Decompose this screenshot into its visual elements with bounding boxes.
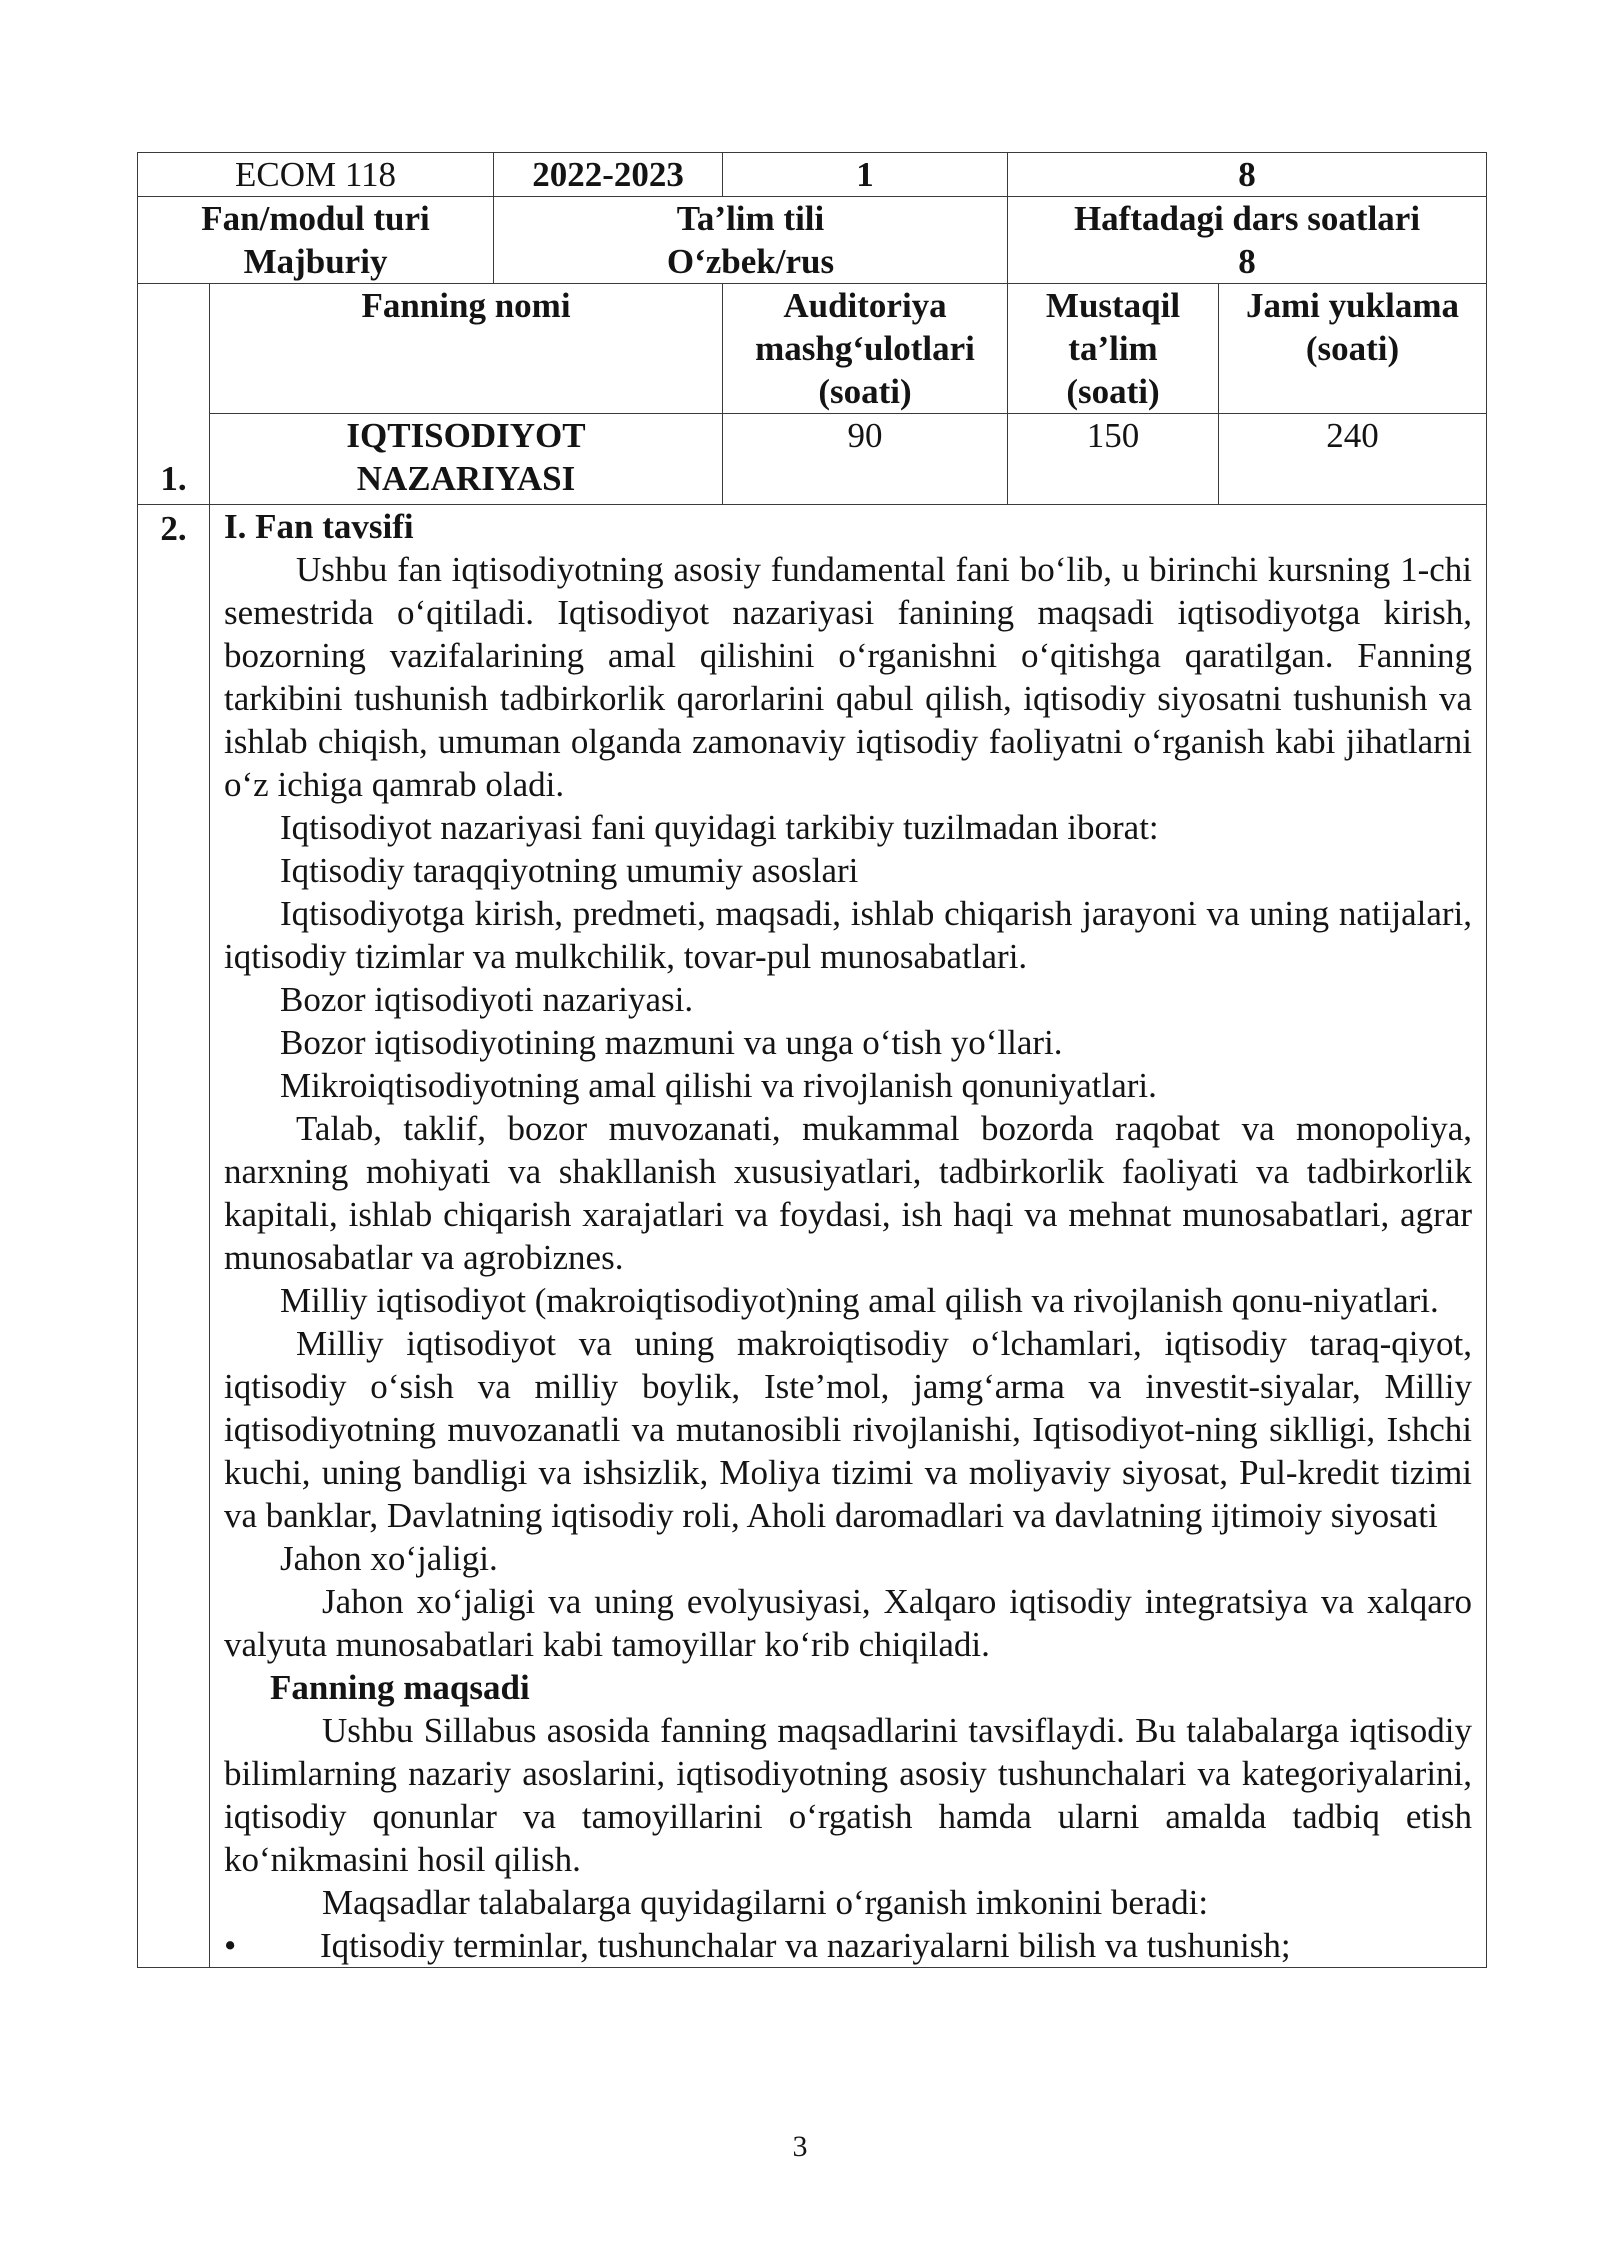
section2-number: 2.	[138, 505, 210, 1968]
section1-values-row	[138, 414, 1487, 505]
col-auditory-hours: Auditoriya mashg‘ulotlari (soati)	[723, 284, 1008, 414]
goal-bullet-text: Iqtisodiy terminlar, tushunchalar va nazariyalarni bilish va tushunish;	[320, 1926, 1291, 1965]
description-paragraph-12: Jahon xo‘jaligi va uning evolyusiyasi, Xalqaro iqtisodiy integratsiya va xalqaro valyuta munosabatlari kabi tamoyillar ko‘rib chiqiladi.	[224, 1582, 1473, 1664]
syllabus-table	[137, 152, 1487, 1968]
weekly-hours-cell	[1008, 197, 1487, 284]
course-code: ECOM 118	[138, 153, 494, 197]
header-row	[138, 153, 1487, 197]
section1-number-text: 1.	[160, 459, 187, 498]
goal-intro: Maqsadlar talabalarga quyidagilarni o‘rganish imkonini beradi:	[322, 1883, 1209, 1922]
description-paragraph-8: Talab, taklif, bozor muvozanati, mukammal bozorda raqobat va monopoliya, narxning mohiyati va shakllanish xususiyatlari, tadbirkorlik faoliyati va tadbirkorlik kapitali, ishlab chiqarish xarajatlari va foydasi, ish haqi va mehnat munosabatlari, agrar munosabatlar va agrobiznes.	[224, 1109, 1473, 1277]
course-number: 1	[723, 153, 1008, 197]
description-paragraph-11: Jahon xo‘jaligi.	[280, 1539, 498, 1578]
description-paragraph-7: Mikroiqtisodiyotning amal qilishi va rivojlanish qonuniyatlari.	[280, 1066, 1157, 1105]
independent-hours-value: 150	[1008, 414, 1219, 505]
page-number: 3	[792, 2130, 808, 2163]
module-type-label: Fan/modul turi	[201, 199, 430, 238]
subject-name: IQTISODIYOT NAZARIYASI	[210, 414, 723, 505]
col-total-hours: Jami yuklama (soati)	[1219, 284, 1487, 414]
goal-paragraph: Ushbu Sillabus asosida fanning maqsadlarini tavsiflaydi. Bu talabalarga iqtisodiy bilimlarning nazariy asoslarini, iqtisodiyotning asosiy tushunchalari va kategoriyalarini, iqtisodiy qonunlar va tamoyillarini o‘rgatish hamda ularni amalda tadbiq etish ko‘nikmasini hosil qilish.	[224, 1711, 1473, 1879]
description-paragraph-9: Milliy iqtisodiyot (makroiqtisodiyot)ning amal qilish va rivojlanish qonu-niyatlari.	[280, 1281, 1439, 1320]
description-paragraph-10: Milliy iqtisodiyot va uning makroiqtisodiy o‘lchamlari, iqtisodiy taraq-qiyot, iqtisodiy o‘sish va milliy boylik, Iste’mol, jamg‘arma va investit-siyalar, Milliy iqtisodiyotning muvozanatli va mutanosibli rivojlanishi, Iqtisodiyot-ning siklligi, Ishchi kuchi, uning bandligi va ishsizlik, Moliya tizimi va moliyaviy siyosat, Pul-kredit tizimi va banklar, Davlatning iqtisodiy roli, Aholi daromadlari va davlatning ijtimoiy siyosati	[224, 1324, 1473, 1535]
weekly-hours-value: 8	[1238, 242, 1256, 281]
description-heading: I. Fan tavsifi	[224, 507, 414, 546]
col-independent-hours: Mustaqil ta’lim (soati)	[1008, 284, 1219, 414]
type-row	[138, 197, 1487, 284]
academic-year: 2022-2023	[494, 153, 723, 197]
description-paragraph-1: Ushbu fan iqtisodiyotning asosiy fundamental fani bo‘lib, u birinchi kursning 1-chi semestrida o‘qitiladi. Iqtisodiyot nazariyasi fanining maqsadi iqtisodiyotga kirish, bozorning vazifalarining amal qilishini o‘rganishni o‘qitishga qaratilgan. Fanning tarkibini tushunish tadbirkorlik qarorlarini qabul qilish, iqtisodiy siyosatni tushunish va ishlab chiqish, umuman olganda zamonaviy iqtisodiy faoliyatni o‘rganish kabi jihatlarni o‘z ichiga qamrab oladi.	[224, 550, 1473, 804]
language-value: O‘zbek/rus	[666, 242, 835, 281]
description-paragraph-5: Bozor iqtisodiyoti nazariyasi.	[280, 980, 694, 1019]
section1-header-row	[138, 284, 1487, 414]
bullet-symbol: •	[224, 1926, 237, 1965]
semester-number: 8	[1008, 153, 1487, 197]
module-type-cell	[138, 197, 494, 284]
module-type-value: Majburiy	[243, 242, 388, 281]
description-cell	[210, 505, 1487, 1968]
col-subject-name: Fanning nomi	[210, 284, 723, 414]
description-paragraph-4: Iqtisodiyotga kirish, predmeti, maqsadi, ishlab chiqarish jarayoni va uning natijalari, iqtisodiy tizimlar va mulkchilik, tovar-pul munosabatlari.	[224, 894, 1473, 976]
auditory-hours-value: 90	[723, 414, 1008, 505]
weekly-hours-label: Haftadagi dars soatlari	[1073, 199, 1421, 238]
goal-bullet-item	[224, 1924, 1472, 1967]
section2-row	[138, 505, 1487, 1968]
description-paragraph-3: Iqtisodiy taraqqiyotning umumiy asoslari	[280, 851, 859, 890]
language-label: Ta’lim tili	[676, 199, 825, 238]
language-cell	[494, 197, 1008, 284]
total-hours-value: 240	[1219, 414, 1487, 505]
description-paragraph-2: Iqtisodiyot nazariyasi fani quyidagi tarkibiy tuzilmadan iborat:	[280, 808, 1159, 847]
section1-number	[138, 284, 210, 505]
goal-heading: Fanning maqsadi	[270, 1668, 530, 1707]
description-paragraph-6: Bozor iqtisodiyotining mazmuni va unga o‘tish yo‘llari.	[280, 1023, 1063, 1062]
